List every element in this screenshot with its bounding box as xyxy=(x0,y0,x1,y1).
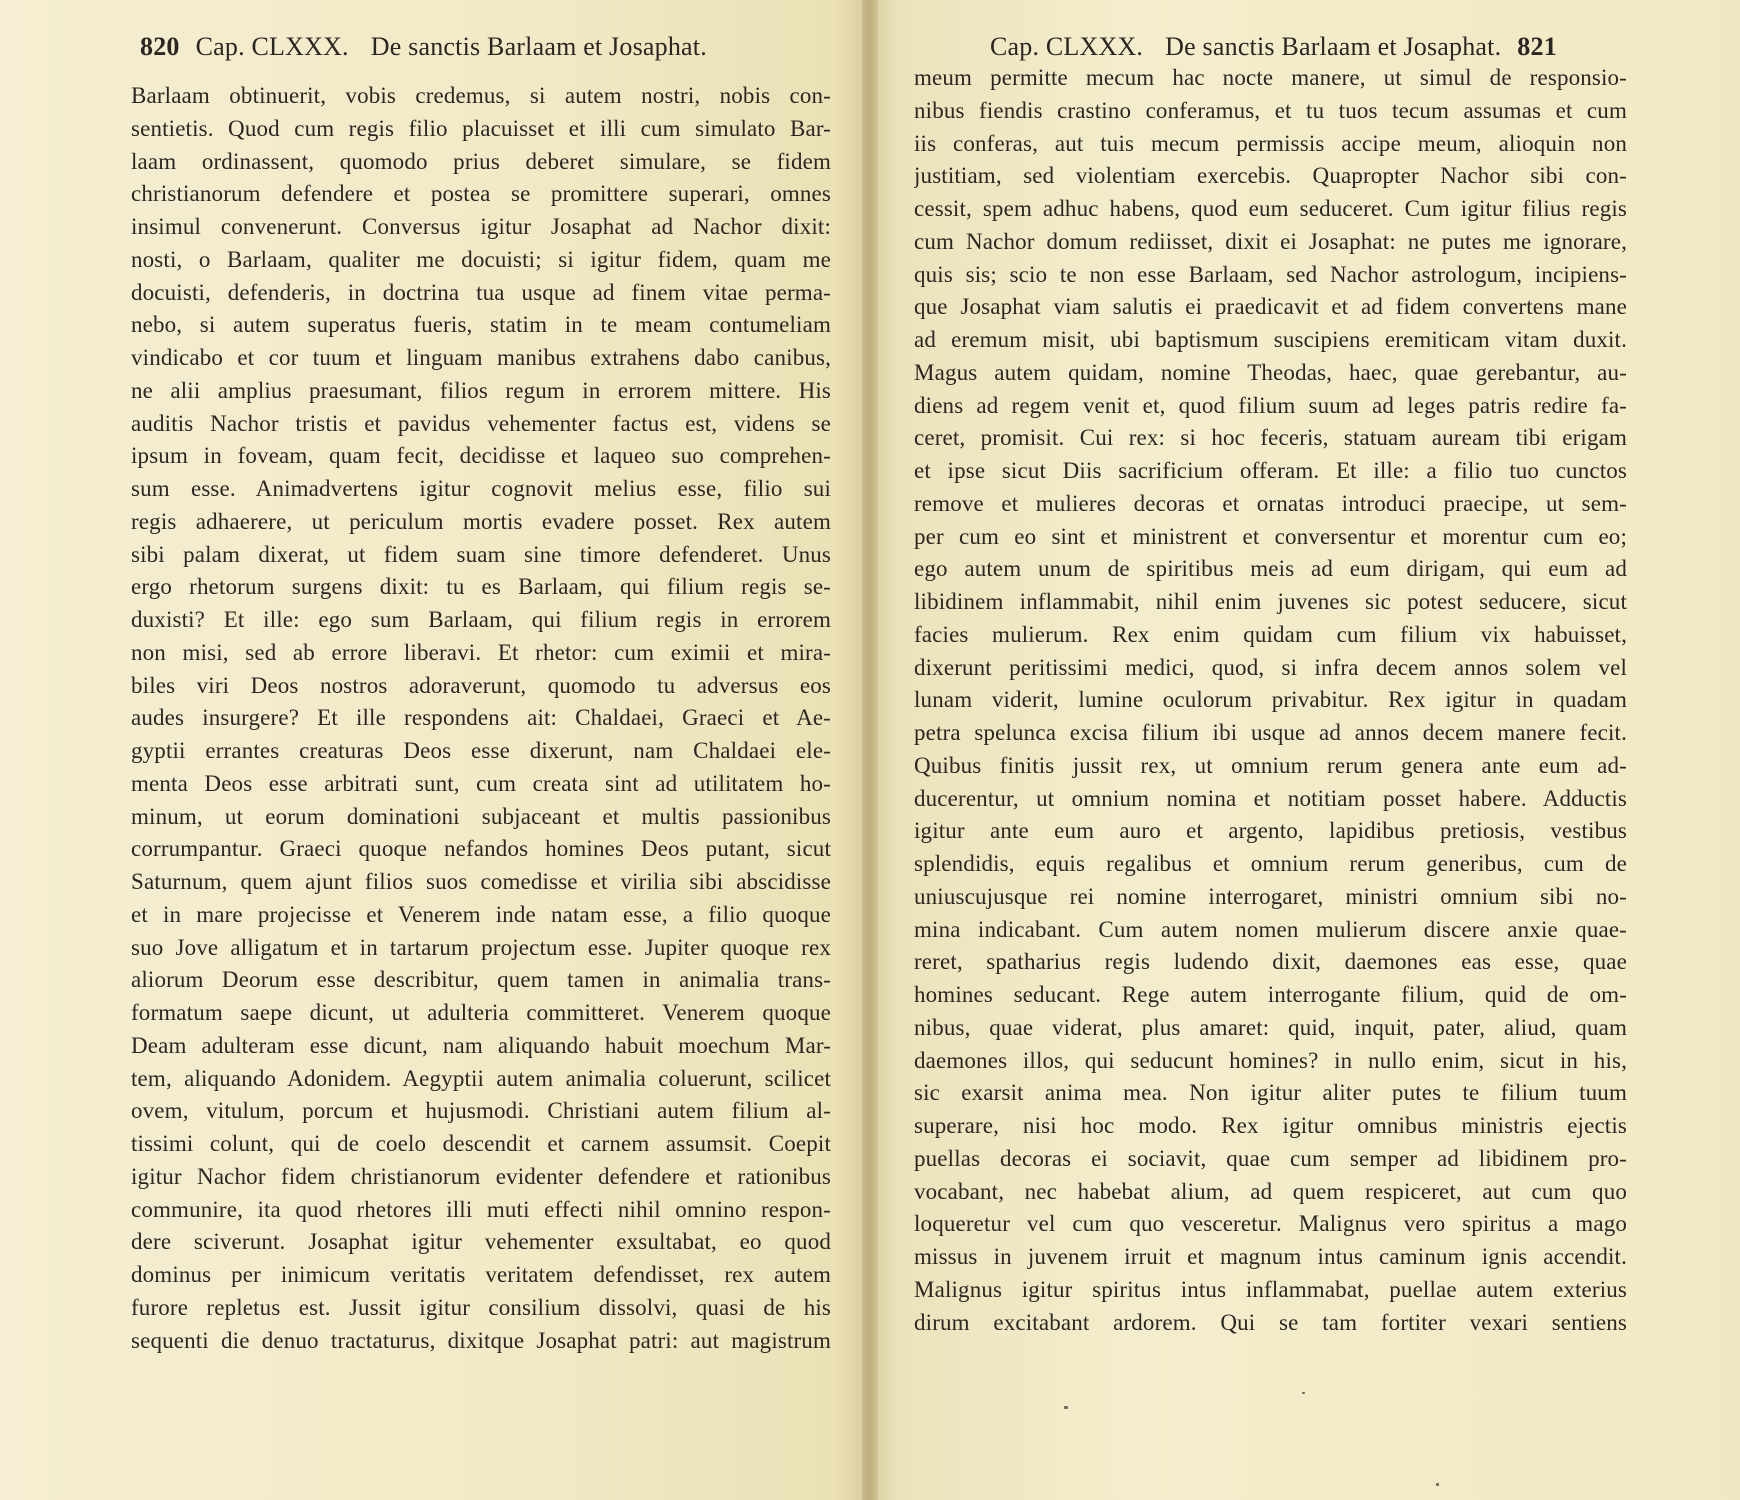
text-line: minum, ut eorum dominationi subjaceant et multis passionibus xyxy=(131,803,831,829)
text-line: petra spelunca excisa filium ibi usque ad annos decem manere fecit. xyxy=(914,720,1627,745)
text-line: Magus autem quidam, nomine Theodas, haec, quae gerebantur, au- xyxy=(914,359,1627,385)
text-line: sic exarsit anima mea. Non igitur aliter putes te filium tuum xyxy=(914,1080,1627,1106)
text-line: meum permitte mecum hac nocte manere, ut simul de responsio- xyxy=(914,65,1627,90)
text-line: insimul convenerunt. Conversus igitur Josaphat ad Nachor dixit: xyxy=(131,214,831,239)
text-line: nebo, si autem superatus fueris, statim in te meam contumeliam xyxy=(131,312,831,338)
text-line: formatum saepe dicunt, ut adulteria committeret. Venerem quoque xyxy=(131,1000,831,1025)
text-line: cessit, spem adhuc habens, quod eum seduceret. Cum igitur filius regis xyxy=(914,196,1627,221)
text-line: regis adhaerere, ut periculum mortis evadere posset. Rex autem xyxy=(131,508,831,534)
text-line: ducerentur, ut omnium nomina et notitiam posset habere. Adductis xyxy=(914,785,1627,811)
text-line: daemones illos, qui seducunt homines? in nullo enim, sicut in his, xyxy=(914,1047,1627,1073)
text-line: puellas decoras ei sociavit, quae cum semper ad libidinem pro- xyxy=(914,1145,1627,1171)
text-line: biles viri Deos nostros adoraverunt, quomodo tu adversus eos xyxy=(131,672,831,698)
left-running-title: De sanctis Barlaam et Josaphat. xyxy=(370,32,707,61)
text-line: ego autem unum de spiritibus meis ad eum dirigam, qui eum ad xyxy=(914,556,1627,582)
text-line: non misi, sed ab errore liberavi. Et rhetor: cum eximii et mira- xyxy=(131,639,831,665)
text-line: igitur Nachor fidem christianorum evidenter defendere et rationibus xyxy=(131,1163,831,1189)
right-page-number: 821 xyxy=(1517,32,1557,61)
text-line: missus in juvenem irruit et magnum intus caminum ignis accendit. xyxy=(914,1244,1627,1269)
left-page-number: 820 xyxy=(140,32,180,61)
text-line: et ipse sicut Diis sacrificium offeram. Et ille: a filio tuo cunctos xyxy=(914,458,1627,483)
text-line: sentietis. Quod cum regis filio placuisset et illi cum simulato Bar- xyxy=(131,115,831,141)
text-line: communire, ita quod rhetores illi muti effecti nihil omnino respon- xyxy=(131,1196,831,1222)
text-line: Barlaam obtinuerit, vobis credemus, si autem nostri, nobis con- xyxy=(131,83,831,108)
paper-speck xyxy=(1302,1392,1305,1394)
text-line: docuisti, defenderis, in doctrina tua usque ad finem vitae perma- xyxy=(131,279,831,305)
text-line: lunam viderit, lumine oculorum privabitur. Rex igitur in quadam xyxy=(914,687,1627,713)
text-line: auditis Nachor tristis et pavidus vehementer factus est, videns se xyxy=(131,410,831,436)
text-line: nosti, o Barlaam, qualiter me docuisti; si igitur fidem, quam me xyxy=(131,246,831,272)
text-line: Saturnum, quem ajunt filios suos comedisse et virilia sibi abscidisse xyxy=(131,869,831,894)
left-page-text xyxy=(131,80,831,1357)
right-running-title: De sanctis Barlaam et Josaphat. xyxy=(1165,32,1502,61)
text-line: sibi palam dixerat, ut fidem suam sine timore defenderet. Unus xyxy=(131,541,831,567)
text-line: igitur ante eum auro et argento, lapidibus pretiosis, vestibus xyxy=(914,818,1627,844)
text-line: furore repletus est. Jussit igitur consilium dissolvi, quasi de his xyxy=(131,1294,831,1320)
text-line: uniuscujusque rei nomine interrogaret, ministri omnium sibi no- xyxy=(914,883,1627,909)
text-line: que Josaphat viam salutis ei praedicavit et ad fidem convertens mane xyxy=(914,294,1627,320)
text-line: corrumpantur. Graeci quoque nefandos homines Deos putant, sicut xyxy=(131,836,831,862)
text-line: justitiam, sed violentiam exercebis. Quapropter Nachor sibi con- xyxy=(914,163,1627,189)
text-line: vindicabo et cor tuum et linguam manibus extrahens dabo canibus, xyxy=(131,345,831,370)
text-line: reret, spatharius regis ludendo dixit, daemones eas esse, quae xyxy=(914,949,1627,975)
text-line: ovem, vitulum, porcum et hujusmodi. Christiani autem filium al- xyxy=(131,1098,831,1124)
text-line: ergo rhetorum surgens dixit: tu es Barlaam, qui filium regis se- xyxy=(131,574,831,600)
text-line: dirum excitabant ardorem. Qui se tam fortiter vexari sentiens xyxy=(914,1309,1627,1335)
right-page-header xyxy=(990,32,1557,62)
text-line: dixerunt peritissimi medici, quod, si infra decem annos solem vel xyxy=(914,654,1627,680)
text-line: nibus fiendis crastino conferamus, et tu tuos tecum assumas et cum xyxy=(914,97,1627,123)
text-line: cum Nachor domum rediisset, dixit ei Josaphat: ne putes me ignorare, xyxy=(914,228,1627,254)
text-line: audes insurgere? Et ille respondens ait: Chaldaei, Graeci et Ae- xyxy=(131,705,831,731)
text-line: ad eremum misit, ubi baptismum suscipiens eremiticam vitam duxit. xyxy=(914,327,1627,352)
right-page xyxy=(872,0,1740,1500)
text-line: menta Deos esse arbitrati sunt, cum creata sint ad utilitatem ho- xyxy=(131,770,831,796)
text-line: gyptii errantes creaturas Deos esse dixerunt, nam Chaldaei ele- xyxy=(131,738,831,763)
text-line: suo Jove alligatum et in tartarum projectum esse. Jupiter quoque rex xyxy=(131,934,831,960)
text-line: diens ad regem venit et, quod filium suum ad leges patris redire fa- xyxy=(914,392,1627,418)
text-line: nibus, quae viderat, plus amaret: quid, inquit, pater, aliud, quam xyxy=(914,1014,1627,1040)
text-line: superare, nisi hoc modo. Rex igitur omnibus ministris ejectis xyxy=(914,1113,1627,1138)
text-line: quis sis; scio te non esse Barlaam, sed Nachor astrologum, incipiens- xyxy=(914,261,1627,287)
left-page-header xyxy=(140,32,707,62)
text-line: libidinem inflammabit, nihil enim juvenes sic potest seducere, sicut xyxy=(914,589,1627,614)
text-line: et in mare projecisse et Venerem inde natam esse, a filio quoque xyxy=(131,901,831,927)
left-page xyxy=(0,0,868,1500)
text-line: per cum eo sint et ministrent et conversentur et morentur cum eo; xyxy=(914,523,1627,549)
text-line: aliorum Deorum esse describitur, quem tamen in animalia trans- xyxy=(131,967,831,993)
right-chapter-label: Cap. CLXXX. xyxy=(990,32,1144,61)
text-line: dominus per inimicum veritatis veritatem defendisset, rex autem xyxy=(131,1262,831,1287)
text-line: splendidis, equis regalibus et omnium rerum generibus, cum de xyxy=(914,851,1627,876)
book-gutter xyxy=(862,0,878,1500)
text-line: sequenti die denuo tractaturus, dixitque Josaphat patri: aut magistrum xyxy=(131,1327,831,1353)
text-line: Quibus finitis jussit rex, ut omnium rerum genera ante eum ad- xyxy=(914,752,1627,778)
text-line: duxisti? Et ille: ego sum Barlaam, qui filium regis in errorem xyxy=(131,607,831,632)
text-line: ne alii amplius praesumant, filios regum in errorem mittere. His xyxy=(131,377,831,403)
text-line: christianorum defendere et postea se promittere superari, omnes xyxy=(131,181,831,207)
text-line: mina indicabant. Cum autem nomen mulierum discere anxie quae- xyxy=(914,916,1627,942)
text-line: tissimi colunt, qui de coelo descendit et carnem assumsit. Coepit xyxy=(131,1131,831,1156)
text-line: vocabant, nec habebat alium, ad quem respiceret, aut cum quo xyxy=(914,1178,1627,1204)
text-line: Malignus igitur spiritus intus inflammabat, puellae autem exterius xyxy=(914,1276,1627,1302)
right-page-text xyxy=(914,62,1627,1339)
text-line: laam ordinassent, quomodo prius deberet simulare, se fidem xyxy=(131,148,831,174)
text-line: homines seducant. Rege autem interrogante filium, quid de om- xyxy=(914,982,1627,1007)
text-line: iis conferas, aut tuis mecum permissis accipe meum, alioquin non xyxy=(914,130,1627,156)
text-line: dere sciverunt. Josaphat igitur vehementer exsultabat, eo quod xyxy=(131,1229,831,1255)
paper-speck xyxy=(1436,1483,1439,1486)
text-line: Deam adulteram esse dicunt, nam aliquando habuit moechum Mar- xyxy=(131,1032,831,1058)
text-line: remove et mulieres decoras et ornatas introduci praecipe, ut sem- xyxy=(914,490,1627,516)
paper-speck xyxy=(1064,1406,1068,1409)
text-line: ipsum in foveam, quam fecit, decidisse et laqueo suo comprehen- xyxy=(131,443,831,469)
text-line: sum esse. Animadvertens igitur cognovit melius esse, filio sui xyxy=(131,476,831,501)
text-line: tem, aliquando Adonidem. Aegyptii autem animalia coluerunt, scilicet xyxy=(131,1065,831,1091)
text-line: loqueretur vel cum quo vesceretur. Malignus vero spiritus a mago xyxy=(914,1211,1627,1237)
text-line: ceret, promisit. Cui rex: si hoc feceris, statuam auream tibi erigam xyxy=(914,425,1627,451)
text-line: facies mulierum. Rex enim quidam cum filium vix habuisset, xyxy=(914,621,1627,647)
left-chapter-label: Cap. CLXXX. xyxy=(195,32,349,61)
